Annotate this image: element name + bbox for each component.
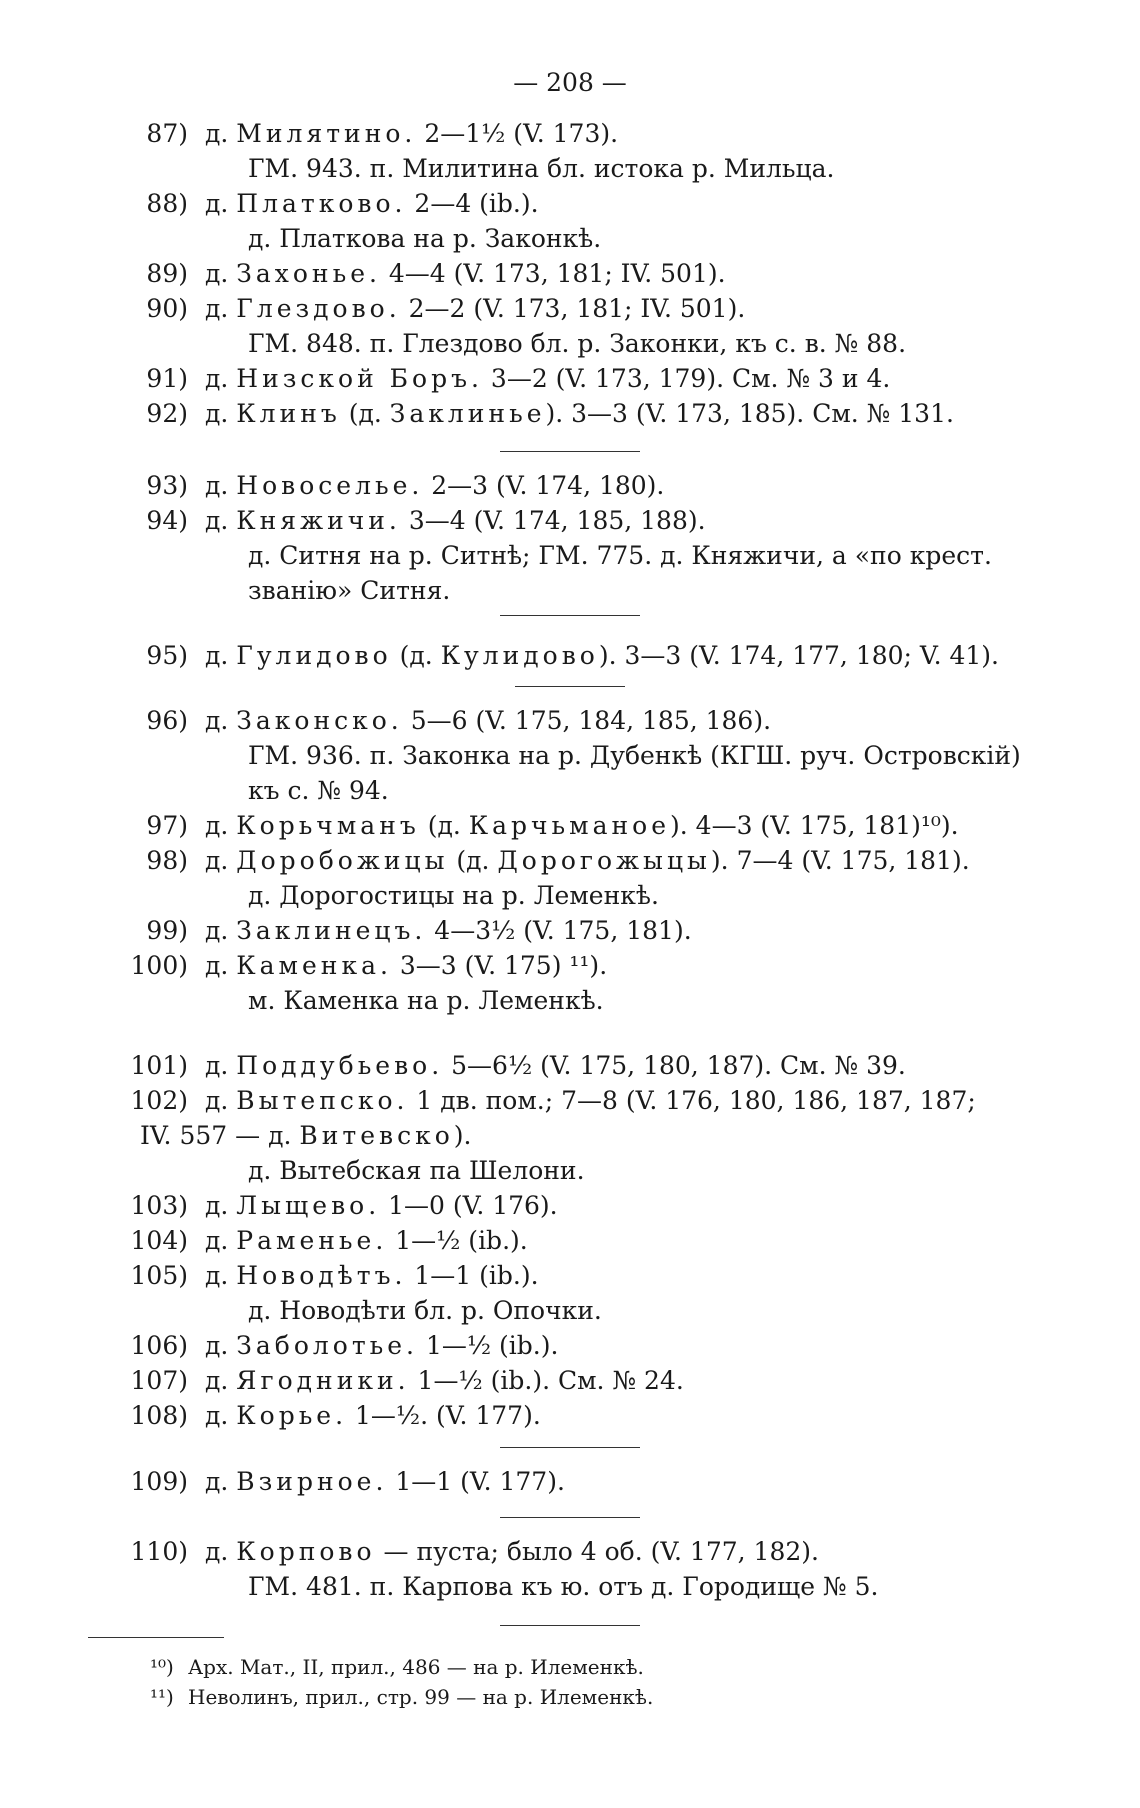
entry-number: 103): [130, 1191, 188, 1220]
entry-number: 108): [130, 1401, 188, 1430]
entry-note: д. Платкова на р. Законкѣ.: [248, 224, 602, 253]
entry-prefix: д.: [205, 119, 229, 148]
entry-number: 97): [146, 811, 188, 840]
entry-details: 2—4 (ib.).: [406, 189, 539, 218]
entry-prefix: д.: [205, 1401, 229, 1430]
entry-text: [205, 1260, 539, 1292]
entry-prefix: д.: [205, 189, 229, 218]
entry-number: 109): [130, 1467, 188, 1496]
entry-prefix: д.: [205, 1537, 229, 1566]
entry-text: [205, 1050, 906, 1082]
entry-line: [0, 985, 1140, 1017]
entry-prefix: д.: [205, 1226, 229, 1255]
entry-details: 3—4 (V. 174, 185, 188).: [400, 506, 706, 535]
entry-details: 1—½ (ib.).: [418, 1331, 559, 1360]
entry-number: 87): [146, 119, 188, 148]
entry-prefix: д.: [205, 1467, 229, 1496]
footnote: [0, 1654, 1140, 1680]
footnote-rule: [88, 1637, 224, 1638]
entry-line: [0, 470, 1140, 502]
section-divider: [500, 451, 640, 452]
entry-details: 1—0 (V. 176).: [380, 1191, 558, 1220]
entry-prefix: д.: [205, 846, 229, 875]
entry-line: [0, 810, 1140, 842]
entry-line: [0, 293, 1140, 325]
entry-prefix: д.: [205, 1366, 229, 1395]
entry-details: 5—6 (V. 175, 184, 185, 186).: [402, 706, 772, 735]
entry-details: ). 7—4 (V. 175, 181).: [710, 846, 970, 875]
place-name: Новодѣтъ.: [236, 1261, 407, 1290]
entry-line: [0, 1571, 1140, 1603]
place-name: Лыщево.: [236, 1191, 381, 1220]
entry-line: [0, 880, 1140, 912]
entry-note: д. Вытебская па Шелони.: [248, 1156, 585, 1185]
entry-line: [0, 328, 1140, 360]
entry-number: 106): [130, 1331, 188, 1360]
place-name: Низской Боръ.: [236, 364, 483, 393]
entry-prefix: д.: [205, 294, 229, 323]
entry-details: (д.: [448, 846, 498, 875]
entry-line: [0, 950, 1140, 982]
entry-text: [205, 950, 607, 982]
entry-number: 110): [130, 1537, 188, 1566]
entry-line: [0, 1225, 1140, 1257]
entry-prefix: д.: [205, 951, 229, 980]
entry-details: ).: [453, 1121, 472, 1150]
place-name: Раменье.: [236, 1226, 388, 1255]
place-name: Вытепско.: [236, 1086, 409, 1115]
entry-text: [205, 705, 771, 737]
entry-number: 89): [146, 259, 188, 288]
entry-text: [205, 1365, 684, 1397]
place-name: Корье.: [236, 1401, 348, 1430]
entry-details: 3—2 (V. 173, 179). См. № 3 и 4.: [482, 364, 891, 393]
entry-number: 96): [146, 706, 188, 735]
place-name: Платково.: [236, 189, 407, 218]
entry-details: ). 3—3 (V. 174, 177, 180; V. 41).: [598, 641, 999, 670]
entry-details: 5—6½ (V. 175, 180, 187). См. № 39.: [443, 1051, 906, 1080]
entry-number: 100): [130, 951, 188, 980]
entry-details: (д.: [340, 399, 390, 428]
place-name: Законско.: [236, 706, 403, 735]
place-name: Ягодники.: [236, 1366, 410, 1395]
entry-note: м. Каменка на р. Леменкѣ.: [248, 986, 604, 1015]
entry-text: [205, 1400, 541, 1432]
entry-text: [205, 505, 706, 537]
entry-details: 1—1 (ib.).: [406, 1261, 539, 1290]
place-name-variant: Заклинье: [389, 399, 546, 428]
entry-text: [205, 1085, 976, 1117]
place-name: Новоселье.: [236, 471, 424, 500]
entry-prefix: д.: [205, 1261, 229, 1290]
entry-line: [0, 640, 1140, 672]
entry-number: 98): [146, 846, 188, 875]
entry-text: [205, 188, 539, 220]
place-name: Княжичи.: [236, 506, 401, 535]
place-name: Заклинецъ.: [236, 916, 427, 945]
place-name: Корпово: [236, 1537, 376, 1566]
entry-line: [0, 1120, 1140, 1152]
entry-prefix: д.: [205, 811, 229, 840]
place-name: Каменка.: [236, 951, 392, 980]
entry-line: [0, 1085, 1140, 1117]
entry-text: [205, 640, 999, 672]
entry-details: 2—3 (V. 174, 180).: [423, 471, 665, 500]
entry-number: 102): [130, 1086, 188, 1115]
entry-note: д. Новодѣти бл. р. Опочки.: [248, 1296, 602, 1325]
entry-prefix: д.: [205, 916, 229, 945]
section-divider: [515, 686, 625, 687]
entry-details: 4—4 (V. 173, 181; IV. 501).: [380, 259, 726, 288]
entry-line: [0, 775, 1140, 807]
section-divider: [500, 1447, 640, 1448]
entry-prefix: д.: [205, 641, 229, 670]
entry-note: ГМ. 848. п. Глездово бл. р. Законки, къ с. в. № 88.: [248, 329, 907, 358]
entry-line: [0, 1536, 1140, 1568]
entry-line: [0, 505, 1140, 537]
place-name: Доробожицы: [236, 846, 449, 875]
entry-prefix: д.: [205, 399, 229, 428]
footnote-mark: ¹⁰): [150, 1655, 174, 1679]
entry-text: [205, 1330, 558, 1362]
entry-prefix: д.: [205, 506, 229, 535]
place-name: Милятино.: [236, 119, 417, 148]
entry-details: ). 3—3 (V. 173, 185). См. № 131.: [545, 399, 954, 428]
entry-number: 92): [146, 399, 188, 428]
place-name-variant: Витевско: [299, 1121, 454, 1150]
entry-details: 3—3 (V. 175) ¹¹).: [391, 951, 608, 980]
entry-line: [0, 118, 1140, 150]
entry-note: званію» Ситня.: [248, 576, 451, 605]
footnote-text: Арх. Мат., II, прил., 486 — на р. Илеменкѣ.: [188, 1655, 644, 1679]
entry-note: къ с. № 94.: [248, 776, 389, 805]
place-name: Гулидово: [236, 641, 392, 670]
entry-details: 4—3½ (V. 175, 181).: [426, 916, 692, 945]
section-divider: [500, 1517, 640, 1518]
entry-number: 90): [146, 294, 188, 323]
entry-line: [0, 188, 1140, 220]
entry-note: ГМ. 943. п. Милитина бл. истока р. Мильца.: [248, 154, 835, 183]
place-name: Поддубьево.: [236, 1051, 444, 1080]
entry-number: 88): [146, 189, 188, 218]
entry-line: [0, 398, 1140, 430]
entry-prefix: д.: [205, 706, 229, 735]
section-divider: [500, 1625, 640, 1626]
entry-line: [0, 575, 1140, 607]
entry-text: [205, 293, 745, 325]
entry-details: 1 дв. пом.; 7—8 (V. 176, 180, 186, 187, 187;: [408, 1086, 976, 1115]
entry-text: [205, 363, 890, 395]
place-name-variant: Карчьманое: [468, 811, 671, 840]
entry-details: IV. 557 — д.: [140, 1121, 300, 1150]
entry-details: 2—1½ (V. 173).: [416, 119, 619, 148]
place-name: Взирное.: [236, 1467, 388, 1496]
entry-details: 1—½ (ib.). См. № 24.: [409, 1366, 684, 1395]
entry-number: 104): [130, 1226, 188, 1255]
entry-prefix: д.: [205, 1331, 229, 1360]
footnote-text: Неволинъ, прил., стр. 99 — на р. Илеменкѣ.: [188, 1685, 654, 1709]
entry-number: 107): [130, 1366, 188, 1395]
entry-line: [0, 1400, 1140, 1432]
entry-prefix: д.: [205, 1086, 229, 1115]
footnote: [0, 1684, 1140, 1710]
entry-number: 95): [146, 641, 188, 670]
entry-details: 1—½ (ib.).: [387, 1226, 528, 1255]
entry-note: д. Дорогостицы на р. Леменкѣ.: [248, 881, 659, 910]
entry-line: [0, 1155, 1140, 1187]
place-name: Клинъ: [236, 399, 341, 428]
entry-details: 1—½. (V. 177).: [347, 1401, 541, 1430]
place-name: Корьчманъ: [236, 811, 420, 840]
entry-prefix: д.: [205, 471, 229, 500]
entry-number: 93): [146, 471, 188, 500]
entry-note: ГМ. 936. п. Законка на р. Дубенкѣ (КГШ. руч. Островскій): [248, 741, 1021, 770]
entry-line: [0, 705, 1140, 737]
entry-details: 2—2 (V. 173, 181; IV. 501).: [400, 294, 746, 323]
entry-text: [205, 845, 970, 877]
entry-line: [0, 845, 1140, 877]
entry-text: [205, 398, 954, 430]
place-name: Глездово.: [236, 294, 401, 323]
entry-details: (д.: [391, 641, 441, 670]
place-name-variant: Кулидово: [440, 641, 599, 670]
footnote-mark: ¹¹): [150, 1685, 174, 1709]
entry-line: [0, 1466, 1140, 1498]
entry-prefix: д.: [205, 364, 229, 393]
entry-text: [205, 118, 618, 150]
entry-note: ГМ. 481. п. Карпова къ ю. отъ д. Городище № 5.: [248, 1572, 879, 1601]
entry-line: [0, 1050, 1140, 1082]
entry-line: [0, 363, 1140, 395]
entry-number: 101): [130, 1051, 188, 1080]
entry-line: [0, 740, 1140, 772]
entry-details: (д.: [419, 811, 469, 840]
entry-line: [0, 1365, 1140, 1397]
entry-note: д. Ситня на р. Ситнѣ; ГМ. 775. д. Княжичи, а «по крест.: [248, 541, 992, 570]
entry-text: [205, 1466, 565, 1498]
entry-line: [0, 915, 1140, 947]
entry-text: [205, 1536, 819, 1568]
entry-text: [205, 810, 959, 842]
entry-number: 91): [146, 364, 188, 393]
section-divider: [500, 615, 640, 616]
entry-prefix: д.: [205, 1051, 229, 1080]
page-number: — 208 —: [513, 68, 627, 97]
entry-line: [0, 1190, 1140, 1222]
entry-details: — пуста; было 4 об. (V. 177, 182).: [375, 1537, 819, 1566]
entry-text: [205, 1225, 528, 1257]
entry-line: [0, 258, 1140, 290]
entry-text: [205, 915, 692, 947]
entry-prefix: д.: [205, 259, 229, 288]
place-name: Заболотье.: [236, 1331, 418, 1360]
entry-text: [205, 1190, 558, 1222]
entry-number: 105): [130, 1261, 188, 1290]
entry-line: [0, 1330, 1140, 1362]
entry-line: [0, 1260, 1140, 1292]
place-name: Захонье.: [236, 259, 381, 288]
entry-number: 94): [146, 506, 188, 535]
entry-continuation: [140, 1120, 471, 1152]
entry-text: [205, 258, 726, 290]
entry-details: 1—1 (V. 177).: [387, 1467, 565, 1496]
entry-line: [0, 540, 1140, 572]
entry-line: [0, 153, 1140, 185]
entry-number: 99): [146, 916, 188, 945]
entry-line: [0, 1295, 1140, 1327]
entry-prefix: д.: [205, 1191, 229, 1220]
entry-text: [205, 470, 664, 502]
entry-line: [0, 223, 1140, 255]
place-name-variant: Дорогожыцы: [497, 846, 711, 875]
entry-details: ). 4—3 (V. 175, 181)¹⁰).: [670, 811, 959, 840]
